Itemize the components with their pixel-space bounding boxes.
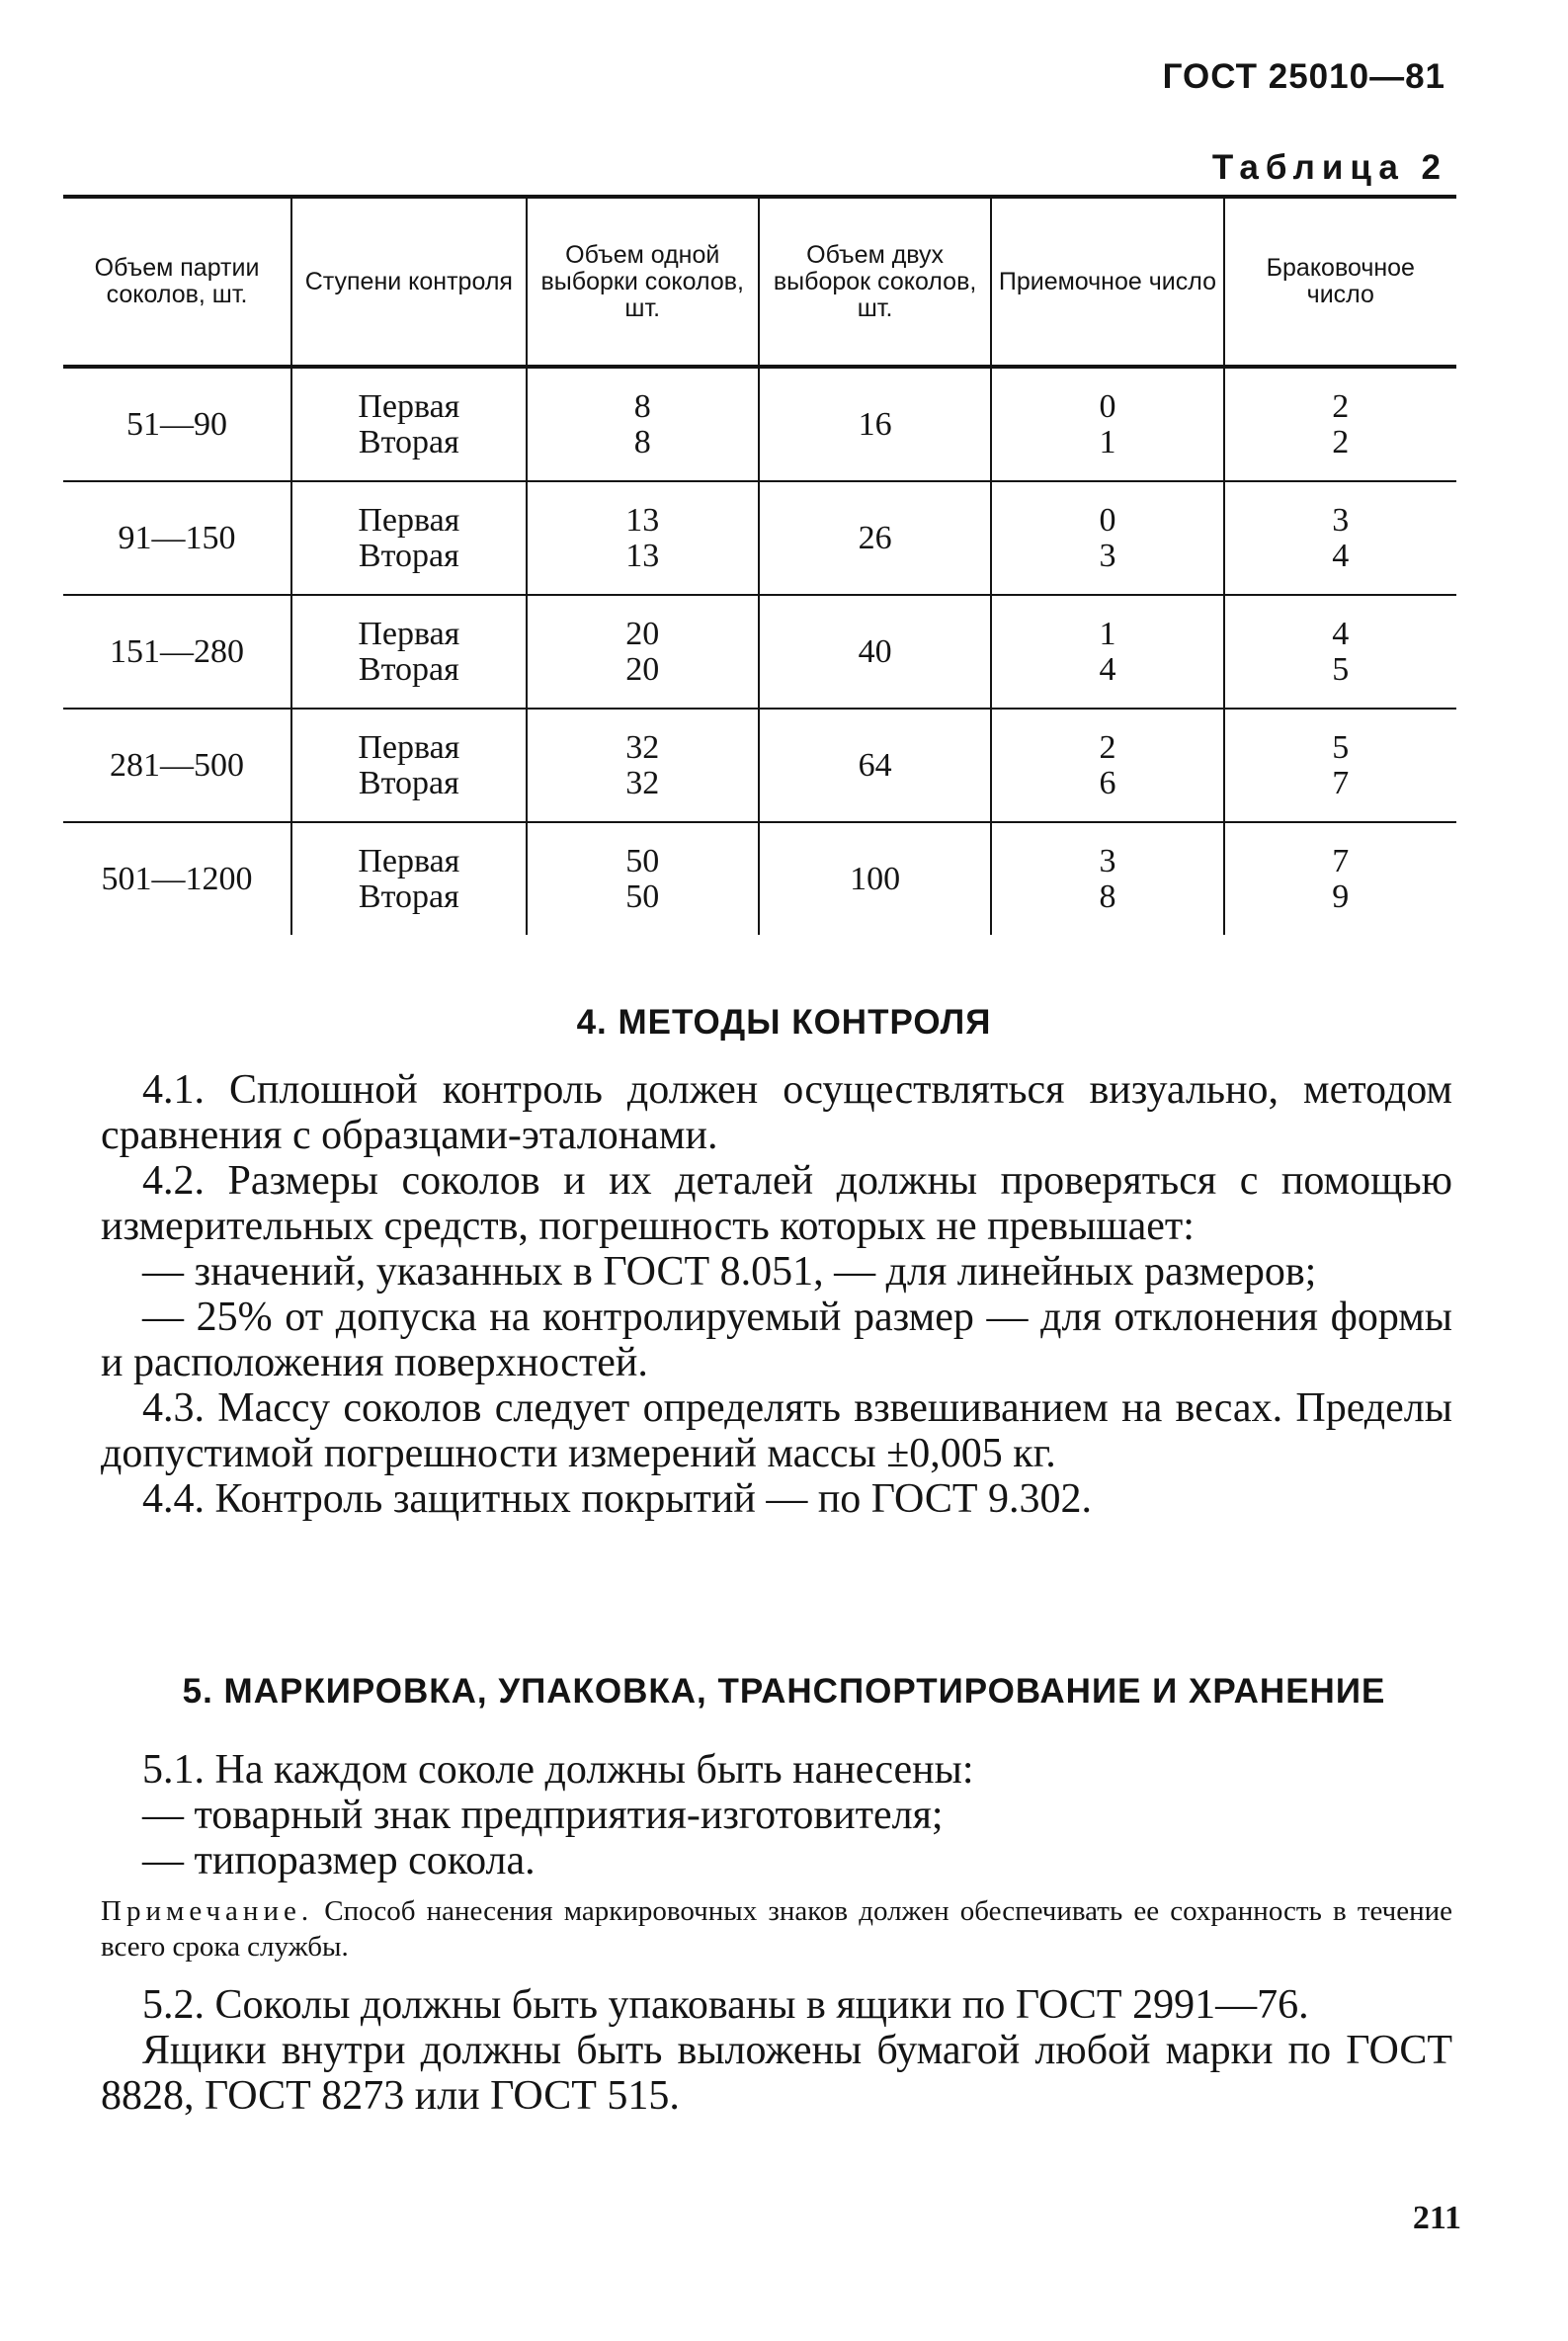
- standard-number-header: ГОСТ 25010—81: [1162, 57, 1445, 96]
- one-sample-cell: 8 8: [527, 367, 759, 481]
- stage-cell: Первая Вторая: [291, 481, 526, 595]
- stage-cell: Первая Вторая: [291, 822, 526, 935]
- section-5-title: 5. МАРКИРОВКА, УПАКОВКА, ТРАНСПОРТИРОВАНИЕ И ХРАНЕНИЕ: [182, 1672, 1386, 1711]
- header-two-samples-size: Объем двух выборок соколов, шт.: [759, 197, 991, 367]
- two-samples-cell: 16: [759, 367, 991, 481]
- table-row: [63, 367, 1456, 481]
- note-label: Примечание.: [101, 1895, 314, 1927]
- header-control-stage: Ступени контроля: [291, 197, 526, 367]
- lot-size-cell: 91—150: [63, 481, 291, 595]
- paragraph-5-2: 5.2. Соколы должны быть упакованы в ящики по ГОСТ 2991—76.: [142, 1982, 1309, 2028]
- paragraph-4-2: 4.2. Размеры соколов и их деталей должны проверяться с помощью измерительных средств, погрешность которых не превышает:: [101, 1158, 1452, 1249]
- section-4-body: [101, 1067, 1452, 1522]
- acceptance-cell: 1 4: [991, 595, 1223, 709]
- lot-size-cell: 51—90: [63, 367, 291, 481]
- two-samples-cell: 64: [759, 709, 991, 822]
- rejection-cell: 7 9: [1224, 822, 1456, 935]
- lot-size-cell: 151—280: [63, 595, 291, 709]
- header-one-sample-size: Объем одной выборки соколов, шт.: [527, 197, 759, 367]
- table-header-row: [63, 197, 1456, 367]
- paragraph-5-2-continued: Ящики внутри должны быть выложены бумагой любой марки по ГОСТ 8828, ГОСТ 8273 или ГОСТ 515.: [101, 2028, 1452, 2119]
- header-rejection-number: Браковочное число: [1224, 197, 1456, 367]
- acceptance-cell: 2 6: [991, 709, 1223, 822]
- paragraph-4-2-item-1: — значений, указанных в ГОСТ 8.051, — для линейных размеров;: [142, 1249, 1317, 1295]
- section-5-body-continued: [101, 1982, 1452, 2119]
- rejection-cell: 3 4: [1224, 481, 1456, 595]
- one-sample-cell: 50 50: [527, 822, 759, 935]
- header-acceptance-number: Приемочное число: [991, 197, 1223, 367]
- header-lot-size: Объем партии соколов, шт.: [63, 197, 291, 367]
- paragraph-4-2-item-2: — 25% от допуска на контролируемый размер — для отклонения формы и расположения поверхностей.: [101, 1295, 1452, 1385]
- two-samples-cell: 100: [759, 822, 991, 935]
- lot-size-cell: 501—1200: [101, 860, 253, 897]
- paragraph-4-3: 4.3. Массу соколов следует определять взвешиванием на весах. Пределы допустимой погрешности измерений массы ±0,005 кг.: [101, 1385, 1452, 1476]
- rejection-cell: 2 2: [1224, 367, 1456, 481]
- one-sample-cell: 20 20: [527, 595, 759, 709]
- two-samples-cell: 40: [759, 595, 991, 709]
- two-samples-cell: 26: [759, 481, 991, 595]
- rejection-cell: 4 5: [1224, 595, 1456, 709]
- stage-cell: Первая Вторая: [291, 367, 526, 481]
- rejection-cell: 5 7: [1224, 709, 1456, 822]
- table-row: [63, 709, 1456, 822]
- table-caption: Таблица 2: [1211, 148, 1447, 187]
- table-row: [63, 481, 1456, 595]
- stage-cell: Первая Вторая: [291, 709, 526, 822]
- sampling-plan-table: [63, 195, 1456, 935]
- acceptance-cell: 3 8: [991, 822, 1223, 935]
- one-sample-cell: 13 13: [527, 481, 759, 595]
- paragraph-5-1-item-2: — типоразмер сокола.: [142, 1838, 536, 1883]
- lot-size-cell: 281—500: [63, 709, 291, 822]
- table-row: [63, 822, 1456, 935]
- paragraph-5-1: 5.1. На каждом соколе должны быть нанесены:: [142, 1747, 974, 1793]
- one-sample-cell: 32 32: [527, 709, 759, 822]
- acceptance-cell: 0 1: [991, 367, 1223, 481]
- stage-cell: Первая Вторая: [291, 595, 526, 709]
- section-4-title: 4. МЕТОДЫ КОНТРОЛЯ: [576, 1003, 992, 1042]
- acceptance-cell: 0 3: [991, 481, 1223, 595]
- page-number: 211: [1412, 2200, 1461, 2236]
- section-5-body: [101, 1747, 1452, 1883]
- note: [101, 1893, 1452, 1965]
- table-row: [63, 595, 1456, 709]
- paragraph-4-4: 4.4. Контроль защитных покрытий — по ГОСТ 9.302.: [142, 1476, 1093, 1522]
- paragraph-4-1: 4.1. Сплошной контроль должен осуществляться визуально, методом сравнения с образцами-эталонами.: [101, 1067, 1452, 1158]
- note-text: Способ нанесения маркировочных знаков должен обеспечивать ее сохранность в течение всего срока службы.: [101, 1895, 1453, 1963]
- paragraph-5-1-item-1: — товарный знак предприятия-изготовителя;: [142, 1793, 944, 1838]
